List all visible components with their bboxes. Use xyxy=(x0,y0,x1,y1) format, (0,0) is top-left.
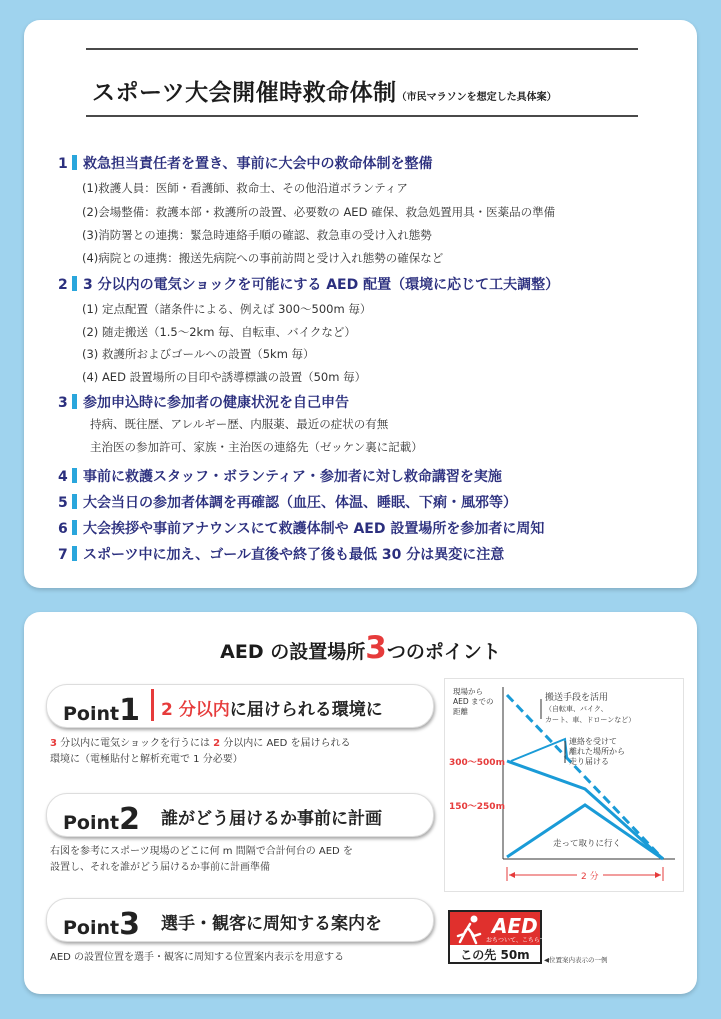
item-bar xyxy=(72,394,77,409)
point-divider xyxy=(151,689,154,721)
title-text: スポーツ大会開催時救命体制 xyxy=(92,80,397,106)
item-text: スポーツ中に加え、ゴール直後や終了後も最低 30 分は異変に注意 xyxy=(83,547,505,563)
title-rule-bottom xyxy=(86,115,638,117)
diagram-walk-line xyxy=(507,805,663,859)
aed-distance-diagram xyxy=(444,678,684,892)
sub-item: (2) 随走搬送（1.5～2km 毎、自転車、バイクなど） xyxy=(82,325,356,339)
point-label xyxy=(63,693,140,728)
sub-item: 主治医の参加許可、家族・主治医の連絡先（ゼッケン裏に記載） xyxy=(90,440,423,454)
diagram-distance-1: 300～500m xyxy=(449,758,505,768)
rescue-plan-card xyxy=(24,20,697,588)
note-line: カート、車、ドローンなど） xyxy=(545,716,636,724)
point-heading-red: 2 分以内 xyxy=(161,700,230,720)
sub-item: (1)救護人員：医師・看護師、救命士、その他沿道ボランティア xyxy=(82,181,408,195)
item-number: 6 xyxy=(58,521,68,537)
page-title xyxy=(92,74,692,107)
aed-sign-distance: この先 50m xyxy=(460,948,530,962)
aed-sign-sub: おちついて、こちらです xyxy=(486,937,552,944)
item-number: 3 xyxy=(58,395,68,411)
desc-text: 設置し、それを誰がどう届けるか事前に計画準備 xyxy=(50,862,270,873)
item-number: 2 xyxy=(58,277,68,293)
aed-sign-top xyxy=(450,912,552,945)
point-label xyxy=(63,802,140,837)
desc-text: 分以内に電気ショックを行うには xyxy=(56,738,214,749)
point-heading-text: 誰がどう届けるか事前に計画 xyxy=(161,809,382,829)
desc-text: AED の設置位置を選手・観客に周知する位置案内表示を用意する xyxy=(50,952,345,963)
sub-item: 持病、既往歴、アレルギー歴、内服薬、最近の症状の有無 xyxy=(90,417,389,431)
item-text: 事前に救護スタッフ・ボランティア・参加者に対し救命講習を実施 xyxy=(83,469,502,485)
item-number: 7 xyxy=(58,547,68,563)
point-heading-text xyxy=(161,695,383,720)
diagram-time-label: 2 分 xyxy=(577,869,603,882)
ylabel-line: 距離 xyxy=(453,707,468,716)
desc-red: 3 xyxy=(50,738,57,749)
point-word: Point xyxy=(63,812,120,834)
item-bar xyxy=(72,276,77,291)
sub-item: (4)病院との連携：搬送先病院への事前訪問と受け入れ態勢の確保など xyxy=(82,251,444,265)
plan-item-1 xyxy=(58,153,432,173)
diagram-note-runner xyxy=(569,737,625,767)
plan-item-5 xyxy=(58,492,517,512)
points-title xyxy=(24,630,697,666)
sub-item: (1) 定点配置（諸条件による、例えば 300～500m 毎） xyxy=(82,302,372,316)
item-number: 1 xyxy=(58,156,68,172)
item-text: 大会当日の参加者体調を再確認（血圧、体温、睡眠、下痢・風邪等） xyxy=(83,495,517,511)
desc-text: 環境に（電極貼付と解析充電で 1 分必要） xyxy=(50,754,243,765)
diagram-note-transport xyxy=(545,693,635,726)
sub-item: (2)会場整備：救護本部・救護所の設置、必要数の AED 確保、救急処置用具・医薬品の準備 xyxy=(82,205,556,219)
point-1-description xyxy=(50,736,351,768)
ylabel-line: AED までの xyxy=(453,697,494,706)
point-word: Point xyxy=(63,703,120,725)
aed-sign xyxy=(448,910,552,964)
desc-text: 分以内に AED を届けられる xyxy=(220,738,351,749)
aed-sign-caption: ◀位置案内表示の一例 xyxy=(544,956,608,964)
note-line: 連絡を受けて xyxy=(569,737,617,746)
plan-item-3 xyxy=(58,392,349,412)
item-bar xyxy=(72,468,77,483)
runner-icon xyxy=(452,912,488,945)
note-line: 搬送手段を活用 xyxy=(545,693,609,703)
sub-item: (4) AED 設置場所の目印や誘導標識の設置（50m 毎） xyxy=(82,370,367,384)
ylabel-line: 現場から xyxy=(453,687,483,696)
diagram-walk-label: 走って取りに行く xyxy=(553,839,622,849)
item-bar xyxy=(72,520,77,535)
point-number: 3 xyxy=(119,907,140,942)
plan-item-7 xyxy=(58,544,504,564)
plan-item-6 xyxy=(58,518,544,538)
aed-points-card xyxy=(24,612,697,994)
item-text: 3 分以内の電気ショックを可能にする AED 配置（環境に応じて工夫調整） xyxy=(83,277,560,293)
point-3-description xyxy=(50,950,344,966)
item-number: 4 xyxy=(58,469,68,485)
point-2-description xyxy=(50,844,353,876)
desc-red: 2 xyxy=(213,738,221,749)
diagram-distance-2: 150～250m xyxy=(449,802,505,812)
title-rule-top xyxy=(86,48,638,50)
note-line: 離れた場所から xyxy=(569,747,625,756)
diagram-time-arrow-right xyxy=(655,872,661,878)
point-2-heading xyxy=(46,793,434,837)
plan-item-4 xyxy=(58,466,502,486)
points-title-pre: AED の設置場所 xyxy=(220,641,366,663)
points-title-number: 3 xyxy=(365,630,387,666)
sub-item: (3)消防署との連携：緊急時連絡手順の確認、救急車の受け入れ態勢 xyxy=(82,228,432,242)
point-number: 1 xyxy=(119,693,140,728)
point-heading-text: 選手・観客に周知する案内を xyxy=(161,914,382,934)
item-text: 救急担当責任者を置き、事前に大会中の救命体制を整備 xyxy=(83,156,433,172)
point-word: Point xyxy=(63,917,120,939)
points-title-post: つのポイント xyxy=(386,641,501,663)
sub-item: (3) 救護所およびゴールへの設置（5km 毎） xyxy=(82,347,315,361)
point-3-heading xyxy=(46,898,434,942)
diagram-ylabel xyxy=(453,687,494,717)
point-heading-rest: に届けられる環境に xyxy=(229,700,383,720)
point-1-heading xyxy=(46,684,434,728)
aed-sign-word: AED xyxy=(492,914,538,938)
note-line: 走り届ける xyxy=(569,757,609,766)
point-number: 2 xyxy=(119,802,140,837)
item-text: 参加申込時に参加者の健康状況を自己申告 xyxy=(83,395,349,411)
item-bar xyxy=(72,155,77,170)
item-text: 大会挨拶や事前アナウンスにて救護体制や AED 設置場所を参加者に周知 xyxy=(83,521,545,537)
point-label xyxy=(63,907,140,942)
title-subtitle: （市民マラソンを想定した具体案） xyxy=(396,92,557,103)
diagram-time-arrow-left xyxy=(509,872,515,878)
note-line: （自転車、バイク、 xyxy=(545,705,608,713)
desc-text: 右図を参考にスポーツ現場のどこに何 m 間隔で合計何台の AED を xyxy=(50,846,353,857)
item-bar xyxy=(72,546,77,561)
item-bar xyxy=(72,494,77,509)
item-number: 5 xyxy=(58,495,68,511)
plan-item-2 xyxy=(58,274,559,294)
